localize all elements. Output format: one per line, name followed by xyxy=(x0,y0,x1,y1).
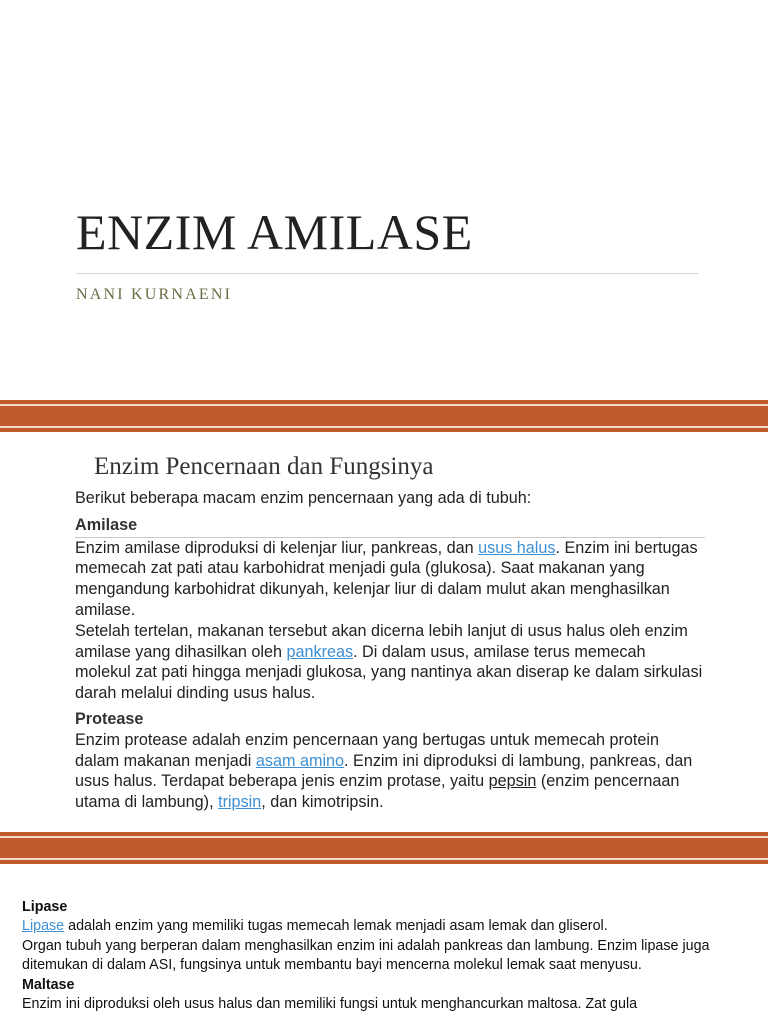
tripsin-link[interactable]: tripsin xyxy=(218,793,262,812)
lipase-link[interactable]: Lipase xyxy=(22,918,65,935)
text-run: Enzim protease adalah enzim pencernaan yang bertugas untuk memecah protein dalam makanan menjadi xyxy=(75,730,660,770)
text-run: . Enzim ini bertugas memecah zat pati atau karbohidrat menjadi gula (glukosa). Saat makanan yang mengandung karbohidrat dikunyah, kelenjar liur di dalam mulut akan menghasilkan amilase. xyxy=(75,538,698,619)
slide-author: NANI KURNAENI xyxy=(76,286,233,303)
lipase-paragraph-1 xyxy=(22,917,768,936)
slide-enzim-pencernaan xyxy=(0,432,768,832)
slide-title xyxy=(0,0,768,400)
text-run: . Di dalam usus, amilase terus memecah molekul zat pati hingga menjadi glukosa, yang nantinya akan diserap ke dalam sirkulasi darah melalui dinding usus halus. xyxy=(75,642,703,703)
text-run: (enzim pencernaan utama di lambung), xyxy=(75,772,680,812)
slide2-body xyxy=(75,488,705,813)
text-run: . Enzim ini diproduksi di lambung, pankreas, dan usus halus. Terdapat beberapa jenis enzim protase, yaitu xyxy=(75,751,693,791)
maltase-paragraph: Enzim ini diproduksi oleh usus halus dan memiliki fungsi untuk menghancurkan maltosa. Zat gula xyxy=(22,996,638,1013)
slide-separator-band xyxy=(0,400,768,432)
protease-heading: Protease xyxy=(75,709,144,728)
slide-title-heading: ENZIM AMILASE xyxy=(76,204,473,260)
pankreas-link[interactable]: pankreas xyxy=(286,642,354,661)
title-divider xyxy=(76,273,699,274)
text-run: Setelah tertelan, makanan tersebut akan dicerna lebih lanjut di usus halus oleh enzim amilase yang dihasilkan oleh xyxy=(75,621,688,661)
band-line xyxy=(0,858,768,860)
amilase-heading: Amilase xyxy=(75,515,705,538)
text-run: Enzim amilase diproduksi di kelenjar liur, pankreas, dan xyxy=(75,538,479,557)
pepsin-link[interactable]: pepsin xyxy=(488,772,537,791)
amilase-paragraph-1 xyxy=(75,538,705,621)
text-run: , dan kimotripsin. xyxy=(261,793,384,812)
document-page xyxy=(22,898,768,1014)
maltase-heading: Maltase xyxy=(22,976,75,993)
slide-separator-band xyxy=(0,832,768,864)
band-line xyxy=(0,836,768,838)
text-run: adalah enzim yang memiliki tugas memecah lemak menjadi asam lemak dan gliserol. xyxy=(64,918,608,935)
asam-amino-link[interactable]: asam amino xyxy=(255,751,345,770)
slide2-heading: Enzim Pencernaan dan Fungsinya xyxy=(94,453,434,480)
protease-paragraph xyxy=(75,730,705,813)
band-line xyxy=(0,426,768,428)
usus-halus-link[interactable]: usus halus xyxy=(478,538,556,557)
lipase-heading: Lipase xyxy=(22,899,68,915)
intro-text: Berikut beberapa macam enzim pencernaan yang ada di tubuh: xyxy=(75,489,532,507)
band-line xyxy=(0,404,768,406)
lipase-paragraph-2: Organ tubuh yang berperan dalam menghasilkan enzim ini adalah pankreas dan lambung. Enzim lipase juga ditemukan di dalam ASI, fungsinya untuk membantu bayi mencerna molekul lemak saat menyusu. xyxy=(22,937,710,974)
amilase-paragraph-2 xyxy=(75,621,705,704)
